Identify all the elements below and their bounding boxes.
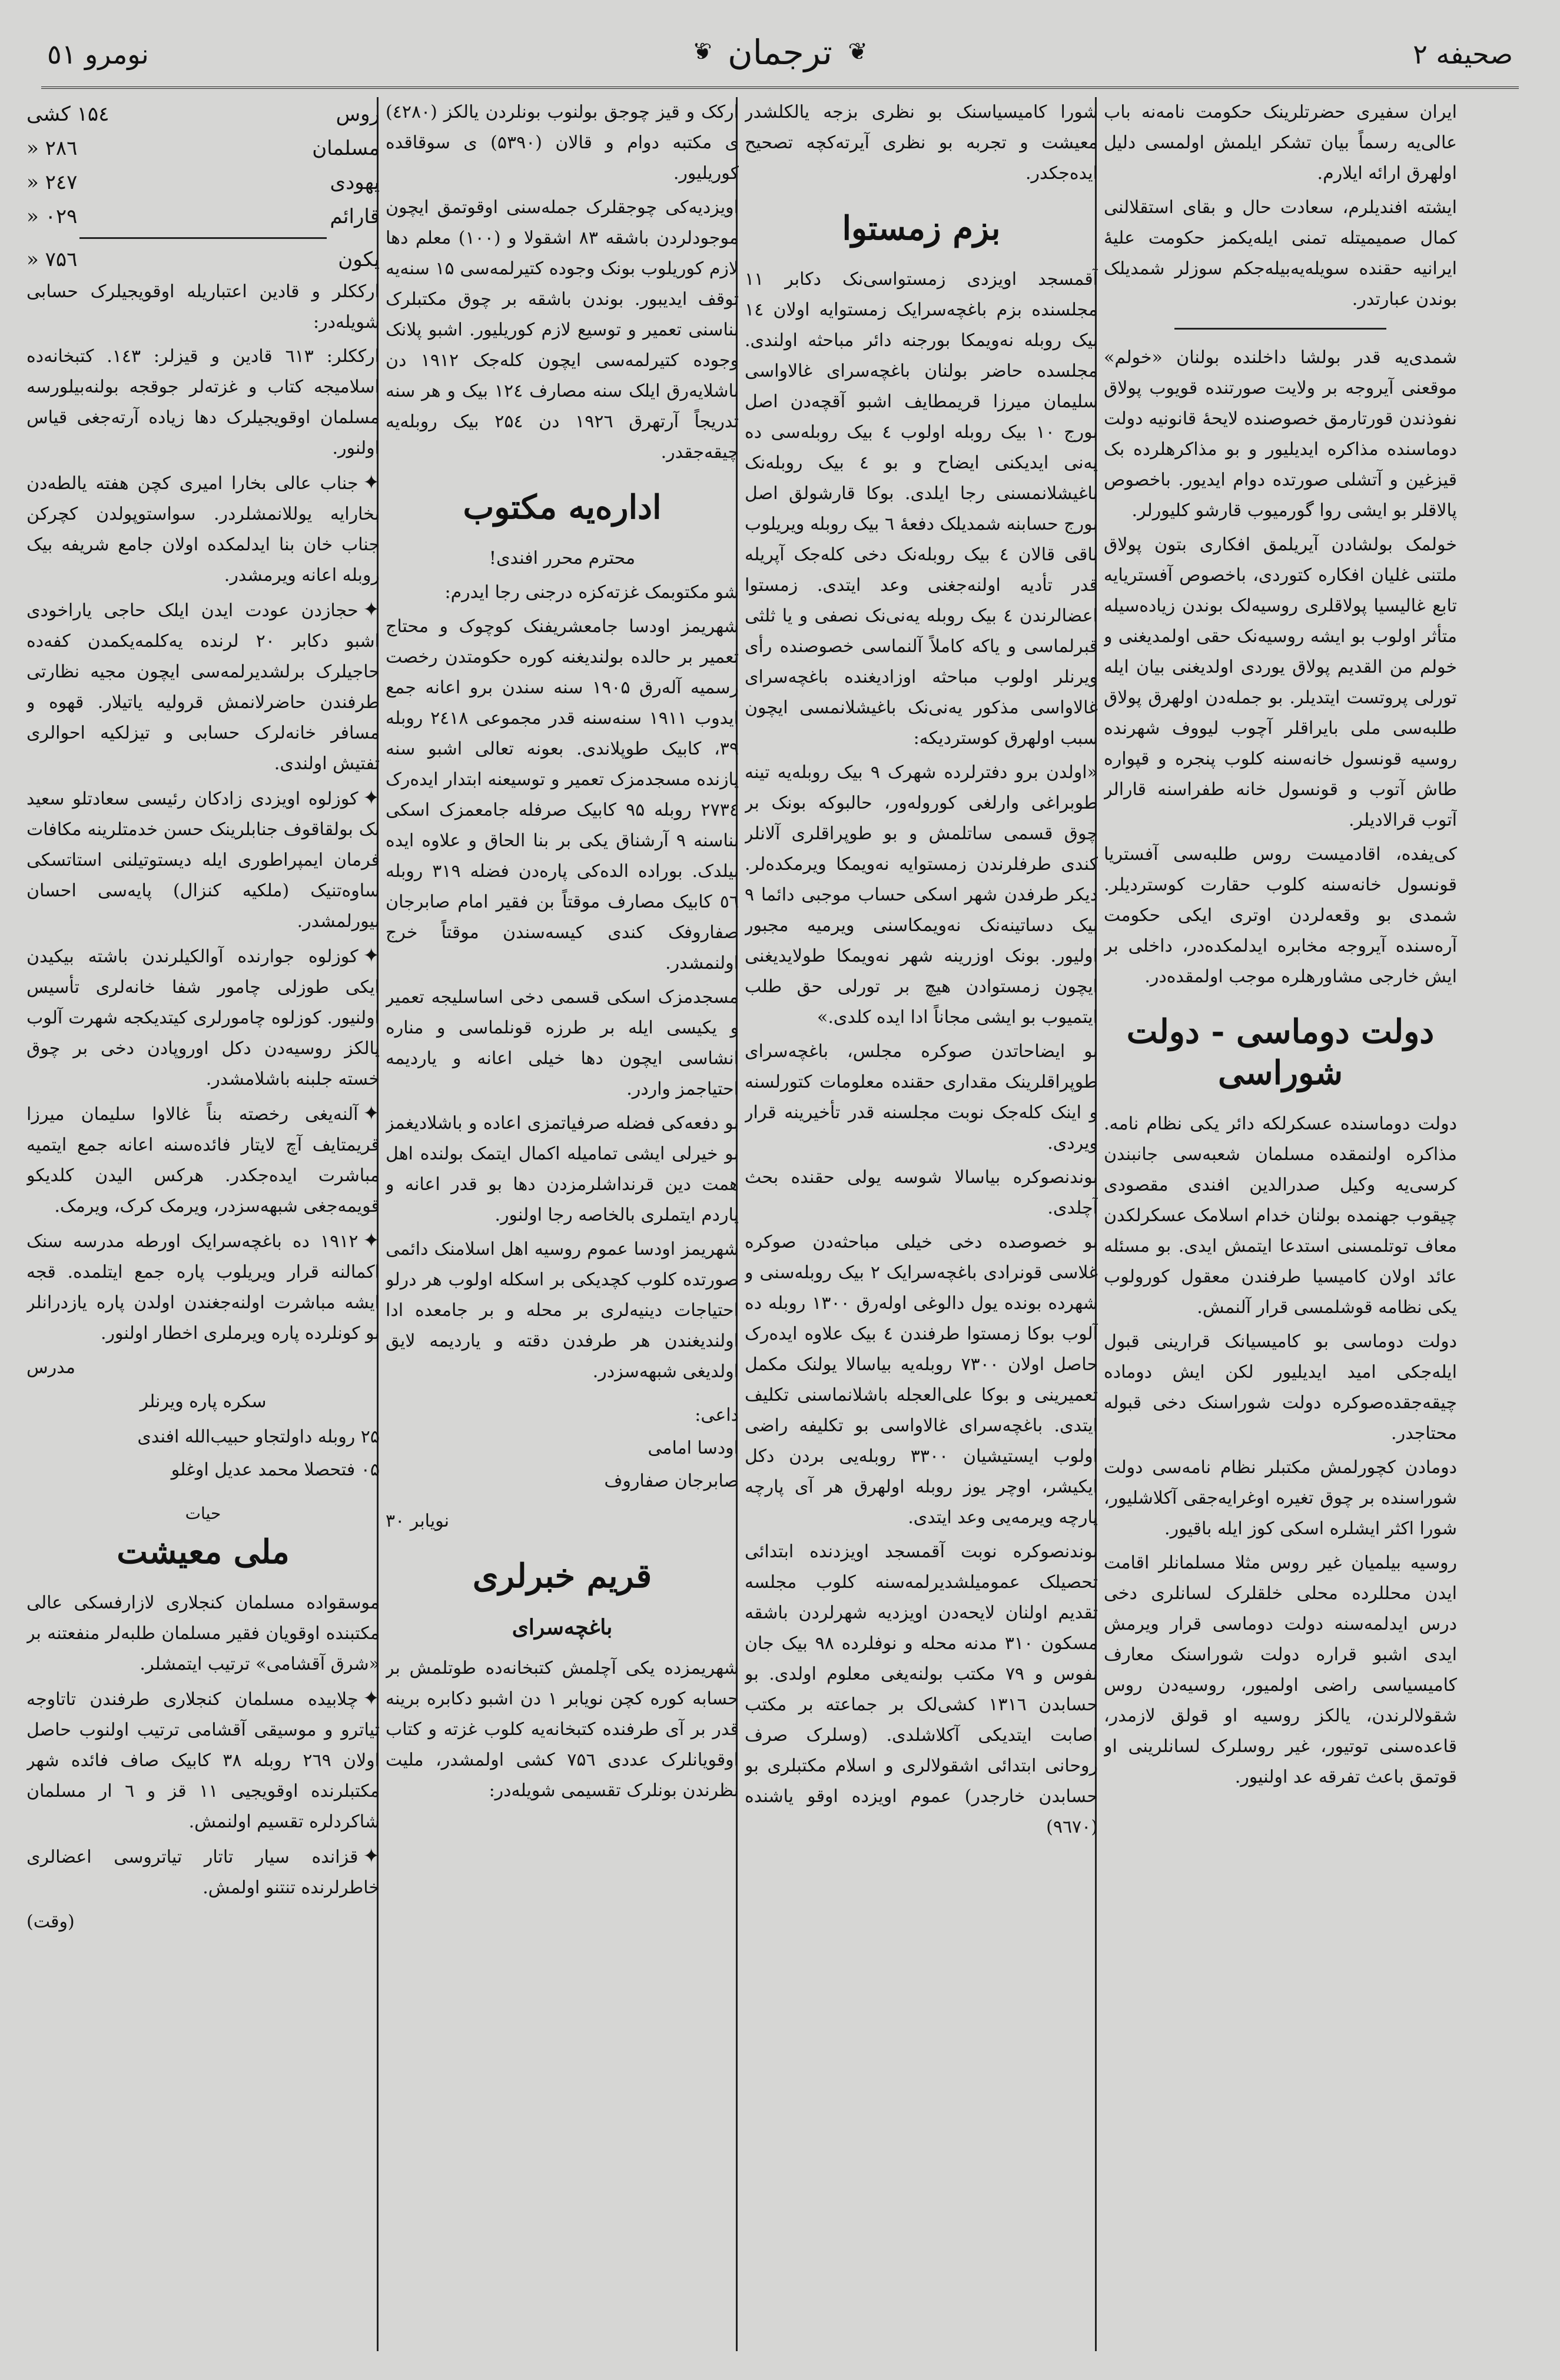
paragraph: «اولدن برو دفترلرده شهرک ۹ بیک روبله‌یه تینه طوبراغی وارلغی کوروله‌ور، حالبوکه بونک بر چوق قسمی ساتلمش و بو طوپراقلری آلانلر کندی طرفلرندن زمستوایه نەویمکا ویرمکدەلر. دیکر طرفدن شهر اسکی حساب موجبی دائما ۹ بیک دساتینەنک نەویمکاسنی ویرمیه مجبور اولیور. بونک اوزرینه شهر نەویمکا طولایدیغنی ایچون زمستوادن هیچ بر تورلی حق طلب ایتمیوب بو ایشی مجاناً ادا ایده کلدی.»: [745, 762, 1098, 1028]
paragraph: ارککلر و قادین اعتباریله اوقویجیلرک حسابی شویله‌در:: [26, 281, 380, 333]
diamond-bullet-icon: ✦: [363, 1687, 380, 1710]
news-item: ✦کوزلوه اویزدی زادکان رئیسی سعادتلو سعید بک بولقاقوف جنابلرینک حسن خدمتلرینه مکافات فرمان ایمپراطوری ایله دیستوتیلنی استاتسکی ساوه‌تنیک (ملکیه کنزال) پایه‌سی احسان بیورلمشدر.: [26, 786, 380, 932]
list-item: روس ۱۵٤ کشی: [26, 102, 380, 126]
news-item: ✦آلنه‌یغی رخصته بناً غالاوا سلیمان میرزا قریمتایف آچ لایتار فائده‌سنه اعانه جمع ایتمیه مباشرت ایده‌جکدر. هرکس الیدن کلدیکو قویمه‌جغی شبهه‌سزدر، ویرمک کرک، ویرمک.: [26, 1102, 380, 1216]
paragraph: شهریمزده یکی آچلمش کتبخانه‌ده طوتلمش بر حسابه کوره کچن نویابر ۱ دن اشبو دکابره برینه قدر بر آی طرفنده کتبخانه‌یه کلوب غزته و کتاب اوقویانلرک عددی ۷۵٦ کشی اولمشدر، ملیت نظرندن بونلرک تقسیمی شویله‌در:: [386, 1658, 739, 1801]
paragraph: ایران سفیری حضرتلرینک حکومت نامه‌نه باب عالی‌یه رسماً بیان تشکر ایلمش اولمسی دلیل اولهرق ارائه ایلارم.: [1104, 102, 1457, 184]
donors-label: سکره پاره ویرنلر: [140, 1391, 267, 1412]
subheading-bakhchisaray: باغچه‌سرای: [512, 1615, 613, 1640]
signature-role: داعی:: [695, 1405, 739, 1425]
masthead-rule: [41, 87, 1519, 89]
paragraph: خولمک بولشادن آیریلمق افکاری بتون پولاق ملتنی غلیان افکاره کتوردی، باخصوص آفستریایه تابع غالیسیا پولاقلری روسیه‌لک بوندن زیاده‌سیله متأثر اولوب بو ایشه روسیه‌نک حقی اولمدیغنی و خولم من القدیم پولاق یوردی اولدیغنی بیان ایله تورلی پروتست ایتدیلر. بو جمله‌دن اولهرق پولاق طلبه‌سی ملی بایراقلر آچوب لیووف شهرنده روسیه قونسول خانه‌سنه کلوب پنجره و قپواره طاش آتوب و قونسول خانه طفراسنه قارالر آتوب قرالادیلر.: [1104, 534, 1457, 830]
news-item: ✦قزانده سیار تاتار تیاتروسی اعضالری خاطرلرنده تنتنو اولمش.: [26, 1844, 380, 1898]
signature-name: صابرجان صفاروف: [604, 1471, 739, 1491]
paragraph: شو مکتوبمک غزته‌کزه درجنی رجا ایدرم:: [444, 582, 739, 603]
source-tag: (وقت): [26, 1912, 75, 1932]
masthead: [41, 32, 1519, 91]
paragraph: ایشته افندیلرم، سعادت حال و بقای استقلالنی کمال صمیمیتله تمنی ایله‌یکمز حکومت علیهٔ ایرانیه حقنده سویله‌یه‌بیله‌جکم سوزلر شمدیلک بوندن عبارتدر.: [1104, 197, 1457, 310]
article-heading-duma: دولت دوماسی - دولت شوراسی: [1126, 1012, 1435, 1092]
paragraph: دولت دوماسنده عسکرلکه دائر یکی نظام نامه. مذاکره اولنمقده مسلمان شعبه‌سی جانبندن کرسی‌یه وکیل صدرالدین افندی مقصودی چیقوب جهنمده بولنان خدام اسلامک عسکرلکدن معاف توتلمسنی استدعا ایتمش ایدی. بو مسئله عائد اولان کامیسیا طرفندن معقول کورولوب یکی نظامه قوشلمسی قرار آلنمش.: [1104, 1113, 1457, 1318]
column-2: [745, 97, 1098, 2351]
separator: [1174, 328, 1386, 330]
paragraph: شهریمز اودسا عموم روسیه اهل اسلامنک دائمی صورتده کلوب کچدیکی بر اسکله اولوب هر درلو احتیاجات دینیه‌لری بر محله و بر جامعده ادا اولندیغندن هر طرفدن دقته و یاردیمه لایق اولدیغی شبهه‌سزدر.: [386, 1239, 739, 1382]
issue-number: نومرو ٥١: [47, 38, 149, 70]
paragraph: آقمسجد اویزدی زمستواسی‌نک دکابر ۱۱ مجلسنده بزم باغچه‌سرایک زمستوایه اولان ۱٤ بیک روبله نەویمکا بورجنه دائر مباحثه اولندی. مجلسده حاضر بولنان باغچه‌سرای غالاواسی سلیمان میرزا قریمطایف اشبو آقچه‌دن اصل بورج ۱۰ بیک روبله اولوب ٤ بیک روبله‌سی ده یه‌نی ایدیکنی ایضاح و بو ٤ بیک روبله‌نک باغیشلانمسنی رجا ایلدی. بوکا قارشو‌لق اصل بورج حسابنه شمدیلک دفعهٔ ٦ بیک روبله ویریلوب باقی قالان ٤ بیک روبله‌نک دخی کله‌جک آپریله قدر تأدیه اولنه‌جغنی وعد ایتدی. زمستوا اعضالرندن ٤ بیک روبله یه‌نی‌نک نصفی و یا ثلثی قبرلماسی و یاکه کاملاً آلنماسی خصوصنده رأی ویرنلر اولوب مباحثه اوزادیغنده باغچه‌سرای غالاواسی مذکور یه‌نی‌نک باغیشلانمسی ایچون سبب اولهرق کوستردیکه:: [745, 269, 1098, 749]
diamond-bullet-icon: ✦: [363, 598, 380, 621]
column-1: [1104, 97, 1457, 2351]
list-item: ۲۵ روبله داولتجاو حبیب‌الله افندی: [137, 1427, 380, 1447]
column-3: [386, 97, 739, 2351]
diamond-bullet-icon: ✦: [363, 1844, 380, 1868]
readers-by-nationality: [26, 97, 380, 277]
newspaper-title: ❦ ترجمان ❦: [710, 32, 850, 72]
paragraph: بوندنصوکره بیاسالا شوسه یولی حقنده بحث آچلدی.: [745, 1167, 1098, 1218]
paragraph: اویزدیه‌کی چوجقلرک جمله‌سنی اوقوتمق ایچون موجودلردن باشقه ۸۳ اشقولا و (۱۰۰) معلم دها لازم کوریلوب بونک وجوده کتیرلمه‌سی ۱۵ سنه‌یه توقف ایدیبور. بوندن باشقه بر چوق مکتبلرک بناسنی تعمیر و توسیع لازم کوریلیور. اشبو پلانک وجوده کتیرلمه‌سی ایچون کله‌جک ۱۹۱۲ دن باشلایه‌رق ایلک سنه مصارف ۱۲٤ بیک و هر سنه تدریجاً آرتهرق ۱۹۲٦ دن ۲۵٤ بیک روبله‌یه چیقه‌جقدر.: [386, 197, 739, 463]
list-item: مسلمان ۲۸٦ «: [26, 137, 380, 160]
paragraph: ارکک و قیز چوجق بولنوب بونلردن یالکز (٤٢٨٠) ی مکتبه دوام و قالان (۵۳۹۰) ی سوقاقده کوریلیور.: [386, 102, 739, 184]
list-item: ۰۵ فتحصلا محمد عدیل اوغلو: [171, 1460, 380, 1480]
news-item: ✦کوزلوه جوارنده آوالکیلرندن باشته بیکیدن ایکی طوزلی چامور شفا خانه‌لری تأسیس اولنیور. کوزلوه چامورلری کیتدیکجه شهرت آلوب یالکز روسیه‌دن دکل اوروپادن دخی بر چوق خسته جلبنه باشلامشدر.: [26, 944, 380, 1089]
news-item: ✦حجازدن عودت ایدن ایلک حاجی یاراخودی اشبو دکابر ۲۰ لرنده یه‌کلمه‌یکمدن کفه‌ده حاجیلرک برلشدیرلمه‌سی ایچون مجیه نظارتی طرفندن حاضرلانمش قرولیه یاتیلار. قهوه و مسافر خانه‌لرک حسابی و تیزلکیه احوالری تفتیش اولندی.: [26, 598, 380, 774]
paragraph: کی‌یفده، اقادمیست روس طلبه‌سی آفستریا قونسول خانه‌سنه کلوب حقارت کوستردیلر. شمدی بو وقعه‌لردن اوتری ایکی حکومت آره‌سنده آیروجه مخابره ایدلمکده‌در، داخلی بر ایش خارجی مشاورهلره موجب اولمقده‌در.: [1104, 844, 1457, 987]
news-item: ✦۱۹۱۲ ده باغچه‌سرایک اورطه مدرسه سنک اکمالنه قرار ویریلوب پاره جمع ایتلمده. قجه ایشه مباشرت اولنه‌جغندن اولدن پاره یازدرانلر بو کونلرده پاره ویرملری اخطار اولنور.: [26, 1229, 380, 1344]
section-tag: حیات: [185, 1504, 221, 1523]
paragraph: شهریمز اودسا جامعشریفنک کوچوک و محتاج تعمیر بر حالده بولندیغنه کوره حکومتدن رخصت رسمیه آلەرق ۱۹۰۵ سنه سندن برو اعانه جمع ایدوب ۱۹۱۱ سنه‌سنه قدر مجموعی ۲٤۱۸ روبله ۳۹، کابیک طوپلاندی. بعونه تعالی اشبو سنه یازنده مسجدمزک تعمیر و توسیعنه ابتدار ایده‌رک ۲۷۳٤ روبله ۹۵ کابیک صرفله جامعمزک اسکی بناسنه ۹ آرشناق یکی بر بنا الحاق و علاوه ایده بیلدک. بوراده الده‌کی پاره‌دن فضله ۳۱۹ روبله ٥٦ کابیک مصارف موقتاً بن فقیر امام صابرجان صفاروفک کندی کیسه‌سندن موقتاً خرج اولنمشدر.: [386, 616, 739, 973]
news-item: ✦چلابیده مسلمان کنجلاری طرفندن تاتاوجه تیاترو و موسیقی آقشامی ترتیب اولنوب حاصل اولان ۲٦۹ روبله ۳۸ کابیک صاف فائده شهر مکتبلرنده اوقویجیی ۱۱ قز و ٦ ار مسلمان شاکردلره تقسیم اولنمش.: [26, 1687, 380, 1832]
article-heading-economy: ملی معیشت: [117, 1533, 290, 1571]
list-item: یهودی ۲٤۷ «: [26, 171, 380, 194]
paragraph: موسقواده مسلمان کنجلاری لازارفسکی عالی مکتبنده اوقویان فقیر مسلمان طلبه‌لر منفعتنه بر «شرق آقشامی» ترتیب ایتمشلر.: [26, 1593, 380, 1674]
madrasa-label: مدرس: [26, 1357, 75, 1378]
paragraph: بو ایضاحاتدن صوکره مجلس، باغچه‌سرای طوپراقلرینک مقداری حقنده معلومات کتورلسنه و اینک کله‌جک نوبت مجلسنه قدر تأخیرینه قرار ویردی.: [745, 1041, 1098, 1154]
news-item: ✦جناب عالی بخارا امیری کچن هفته یالطه‌دن بخارایه یوللانمشلردر. سواستوپولدن کچرکن جناب خان بنا ایدلمکده اولان جامع شریفه بیک روبله اعانه ویرمشدر.: [26, 471, 380, 586]
diamond-bullet-icon: ✦: [363, 1229, 380, 1252]
paragraph: بو خصوصده دخی خیلی مباحثه‌دن صوکره غلاسی قونرادی باغچه‌سرایک ۲ بیک روبله‌سنی و شهرده بونده یول دالوغی اوله‌رق ۱۳۰۰ روبله ده آلوب بوکا زمستوا طرفندن ٤ بیک علاوه ایده‌رک حاصل اولان ۷۳۰۰ روبله‌یه بیاسالا یولنک مکمل تعمیرینی و بوکا علی‌العجله باشلانماسنی تکلیف ایتدی. باغچه‌سرای غالاواسی بو تکلیفه راضی اولوب ایستیشیان ۳۳۰۰ روبله‌یی بردن دکل ایکیشر، اوچر یوز روبله اولهرق هر آی پارچه پارچه ویرمه‌یی وعد ایتدی.: [745, 1232, 1098, 1528]
paragraph: بوندنصوکره نوبت آقمسجد اویزدنده ابتدائی تحصیلک عمومیلشدیرلمه‌سنه کلوب مجلسه تقدیم اولنان لایحه‌دن اویزدیه شهرلردن باشقه مسکون ۳۱۰ مدنه محله و نوفلرده ۹۸ بیک جان نفوس و ۷۹ مکتب بولنه‌یغی معلوم اولدی. بو حسابدن ۱۳۱٦ کشی‌لک بر جماعته بر مکتب اصابت ایتدیکی آکلاشلدی. (وسلرک صرف روحانی ابتدائی اشقولالری و اسلام مکتبلری بو حسابدن خارجدر) عموم اویزده اوقو یاشنده (۹٦۷۰): [745, 1541, 1098, 1837]
column-4: [26, 97, 380, 2351]
separator: [79, 237, 327, 239]
donor-list: [26, 1421, 380, 1487]
paragraph: شورا کامیسیاسنک بو نظری بزجه یالکلشدر معیشت و تجربه بو نظری آیرته‌کچه تصحیح ایده‌جکدر.: [745, 102, 1098, 184]
letter-date: نویابر ۳۰: [386, 1511, 450, 1531]
diamond-bullet-icon: ✦: [363, 471, 380, 494]
diamond-bullet-icon: ✦: [363, 786, 380, 810]
paragraph: دولت دوماسی بو کامیسیانک قرارینی قبول ایله‌جکی امید ایدیلیور لکن ایش دوماده چیقه‌جقده‌صوکره دولت شوراسنک دخی قبوله محتاجدر.: [1104, 1331, 1457, 1444]
paragraph: شمدی‌یه قدر بولشا داخلنده بولنان «خولم» موقعنی آیروجه بر ولایت صورتنده قویوب پولاق نفوذندن قورتارمق خصوصنده لایحهٔ قانونیه دولت دوماسنده مذاکره ایدیلیور و بو مذاکرهلرده بک قیزغین و آتشلی صورتده دوام ایدیور. باخصوص پالاقلر بو ایشی روا گورمیوب قارشو کلیورلر.: [1104, 347, 1457, 521]
paragraph: بو دفعه‌کی فضله صرفیاتمزی اعاده و باشلادیغمز بو خیرلی ایشی تمامیله اکمال ایتمک بولنده اهل همت دین قرنداشلرمزدن دها بو قدر اعانه و یاردم ایتملری بالخاصه رجا اولنور.: [386, 1113, 739, 1225]
paragraph: دومادن کچورلمش مکتبلر نظام نامه‌سی دولت شوراسنده بر چوق تغیره اوغرایه‌جقی آکلاشلیور، شورا اکثر ایشلره اسکی کوز ایله باقیور.: [1104, 1457, 1457, 1539]
article-heading-crimea: قریم خبرلری: [472, 1557, 652, 1595]
article-heading-zemstvo: بزم زمستوا: [842, 209, 1001, 248]
article-heading-letter: اداره‌یه مکتوب: [463, 488, 662, 527]
page-number: صحیفه ۲: [1413, 38, 1513, 70]
letter-greeting: محترم محرر افندی!: [489, 548, 636, 569]
list-item: قارائم ۰۲۹ «: [26, 205, 380, 228]
diamond-bullet-icon: ✦: [363, 944, 380, 968]
letter-signature: [386, 1399, 739, 1498]
total-row: یکون ۷۵٦ «: [26, 248, 380, 271]
diamond-bullet-icon: ✦: [363, 1102, 380, 1125]
paragraph: ارککلر: ٦۱۳ قادین و قیزلر: ۱٤۳. کتبخانه‌ده اسلامیجه کتاب و غزته‌لر جوقجه بولنه‌بیلورسه مسلمان اوقویجیلرک دها زیاده آرته‌جغی قیاس اولنور.: [26, 346, 380, 458]
paragraph: مسجدمزک اسکی قسمی دخی اساسلیجه تعمیر و یکیسی ایله بر طرزه قونلماسی و مناره انشاسی ایچون دها خیلی اعانه و یاردیمه احتیاجمز واردر.: [386, 987, 739, 1099]
paragraph: روسیه بیلمیان غیر روس مثلا مسلمانلر اقامت ایدن محللرده محلی خلقلرک لسانلری دخی درس ایدلمه‌سنه دولت دوماسی قرار ویرمش ایدی اشبو قراره دولت شوراسنک معارف کامیسیاسی راضی اولمیور، روسیه‌دن روس شقولالرندن، یالکز روسیه او قولق لازمدر، قاعده‌سنی توتیور، غیر روسلرک لسانلرینی او قوتمق باعث تفرقه عد اولنیور.: [1104, 1553, 1457, 1787]
signature-title: اودسا امامی: [648, 1438, 739, 1458]
